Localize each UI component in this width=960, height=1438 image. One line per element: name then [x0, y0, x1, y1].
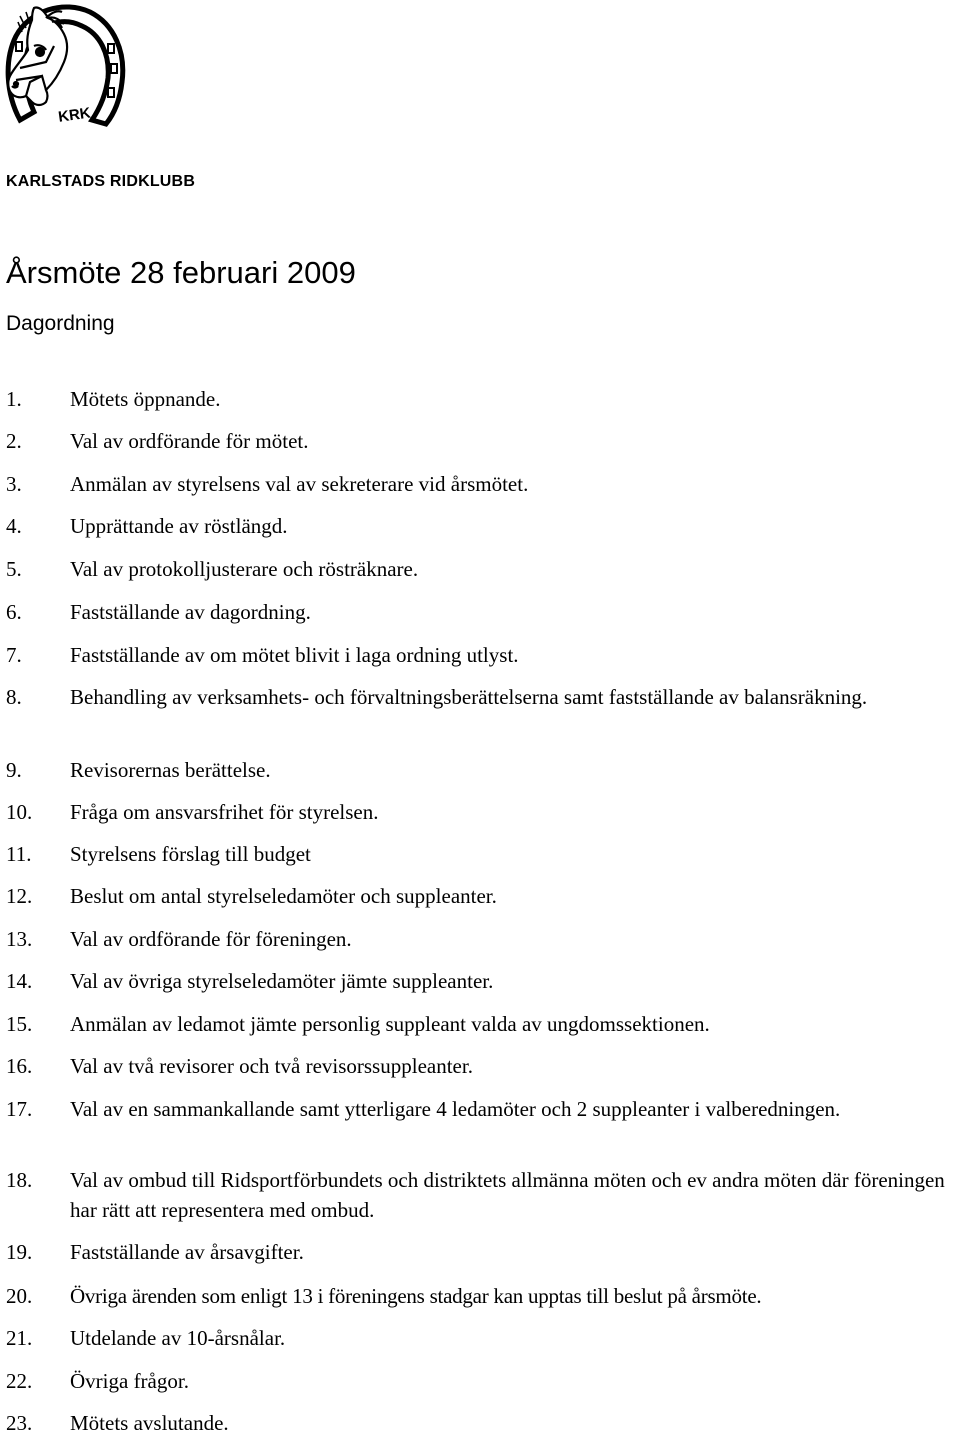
agenda-item-text: Val av en sammankallande samt ytterligare 4 ledamöter och 2 suppleanter i valberedningen. — [70, 1097, 841, 1121]
page-title: Årsmöte 28 februari 2009 — [6, 255, 356, 290]
agenda-item-text: Övriga frågor. — [70, 1369, 189, 1393]
agenda-item-number: 12. — [6, 884, 33, 908]
agenda-item-number: 1. — [6, 387, 22, 411]
agenda-item-number: 4. — [6, 514, 22, 538]
agenda-item-number: 8. — [6, 685, 22, 709]
agenda-item-number: 10. — [6, 800, 33, 824]
agenda-item-text: Behandling av verksamhets- och förvaltningsberättelserna samt fastställande av balansräkning. — [70, 685, 868, 709]
agenda-item-number: 16. — [6, 1054, 33, 1078]
agenda-item-text: Anmälan av ledamot jämte personlig suppleant valda av ungdomssektionen. — [70, 1012, 710, 1036]
agenda-item-number: 6. — [6, 600, 22, 624]
agenda-item-text: Val av övriga styrelseledamöter jämte suppleanter. — [70, 969, 494, 993]
club-name: KARLSTADS RIDKLUBB — [6, 173, 196, 190]
agenda-item-text: Mötets öppnande. — [70, 387, 221, 411]
agenda-item-text: Anmälan av styrelsens val av sekreterare vid årsmötet. — [70, 472, 529, 496]
page-subtitle: Dagordning — [6, 312, 115, 335]
agenda-item-number: 13. — [6, 927, 33, 951]
agenda-item-number: 21. — [6, 1326, 33, 1350]
agenda-item-text: Revisorernas berättelse. — [70, 758, 271, 782]
agenda-item-text: Val av två revisorer och två revisorssuppleanter. — [70, 1054, 473, 1078]
agenda-item-text: Fastställande av årsavgifter. — [70, 1240, 304, 1264]
agenda-item-number: 15. — [6, 1012, 33, 1036]
agenda-item-number: 11. — [6, 842, 32, 866]
agenda-item-text: Upprättande av röstlängd. — [70, 514, 288, 538]
agenda-item-number: 17. — [6, 1097, 33, 1121]
agenda-item-number: 7. — [6, 643, 22, 667]
agenda-item-text: Fastställande av dagordning. — [70, 600, 311, 624]
agenda-item-number: 23. — [6, 1411, 33, 1435]
agenda-item-number: 2. — [6, 429, 22, 453]
agenda-item-text: Val av ombud till Ridsportförbundets och distriktets allmänna möten och ev andra möten där föreningen har rätt att representera med ombud. — [70, 1168, 945, 1222]
agenda-item-text: Övriga ärenden som enligt 13 i föreningens stadgar kan upptas till beslut på årsmöte. — [70, 1284, 762, 1308]
agenda-item-text: Mötets avslutande. — [70, 1411, 229, 1435]
agenda-item-text: Val av ordförande för föreningen. — [70, 927, 352, 951]
agenda-item-number: 3. — [6, 472, 22, 496]
agenda-item-text: Fråga om ansvarsfrihet för styrelsen. — [70, 800, 379, 824]
agenda-item-text: Beslut om antal styrelseledamöter och suppleanter. — [70, 884, 497, 908]
agenda-item-text: Utdelande av 10-årsnålar. — [70, 1326, 286, 1350]
agenda-item-number: 18. — [6, 1168, 33, 1192]
agenda-item-number: 19. — [6, 1240, 33, 1264]
agenda-item-number: 9. — [6, 758, 22, 782]
agenda-item-number: 5. — [6, 557, 22, 581]
agenda-item-text: Styrelsens förslag till budget — [70, 842, 311, 866]
agenda-item-text: Val av ordförande för mötet. — [70, 429, 309, 453]
agenda-item-number: 22. — [6, 1369, 33, 1393]
agenda-item-text: Val av protokolljusterare och rösträknare. — [70, 557, 419, 581]
logo-lettering: KRK — [57, 104, 92, 126]
agenda-item-number: 14. — [6, 969, 33, 993]
agenda-item-text: Fastställande av om mötet blivit i laga ordning utlyst. — [70, 643, 519, 667]
agenda-item-number: 20. — [6, 1284, 33, 1308]
